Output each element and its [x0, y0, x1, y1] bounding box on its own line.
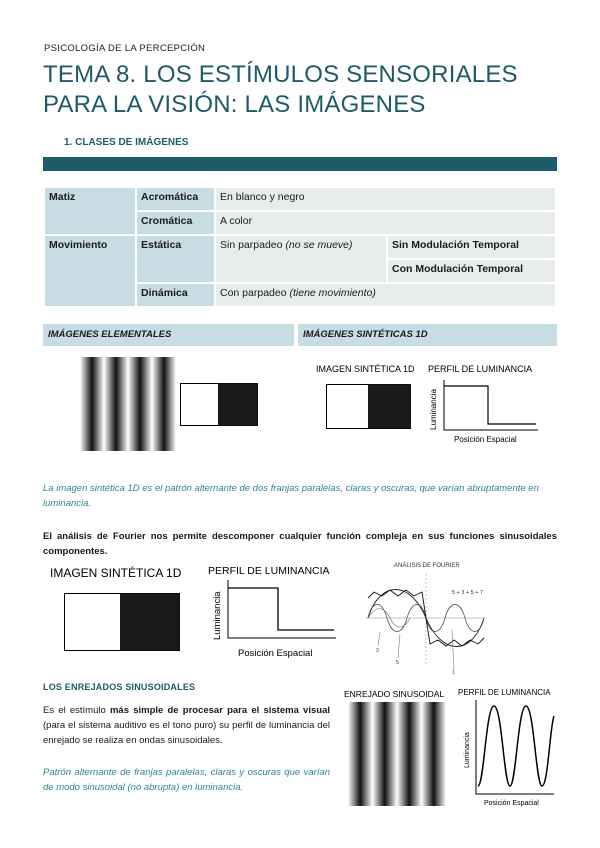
- cell-acromatica: Acromática: [137, 188, 214, 210]
- table-row: [45, 236, 555, 258]
- section-heading: 1. CLASES DE IMÁGENES: [64, 137, 189, 148]
- sintetica-definition: La imagen sintética 1D es el patrón alternante de dos franjas paralelas, claras y oscuras, que varían abruptamente en luminancia.: [43, 483, 539, 509]
- figure-profile-title: PERFIL DE LUMINANCIA: [458, 688, 551, 697]
- fourier-sum-label: 5 + 3 + 5 + 7: [452, 590, 484, 596]
- fourier-paragraph: El análisis de Fourier nos permite descomponer cualquier función compleja en sus funciones sinusoidales componentes.: [43, 531, 557, 557]
- figure-title: IMAGEN SINTÉTICA 1D: [50, 566, 182, 580]
- figure-title: IMAGEN SINTÉTICA 1D: [316, 364, 415, 374]
- svg-text:3: 3: [376, 648, 379, 654]
- cell-acromatica-desc: En blanco y negro: [216, 188, 555, 210]
- cell-cromatica-desc: A color: [216, 212, 555, 234]
- axis-y-label: Luminancia: [429, 389, 438, 430]
- sinusoidal-grating-image: [80, 357, 176, 451]
- axis-x-label: Posición Espacial: [238, 648, 313, 659]
- enrejado-definition: Patrón alternante de franjas paralelas, claras y oscuras que varían de modo sinusoidal (no abrupta) en luminancia.: [43, 767, 330, 793]
- synthetic-1d-figure-large: [48, 562, 338, 664]
- synthetic-1d-figure-small: [314, 358, 546, 448]
- axis-x-label: Posición Espacial: [454, 435, 517, 444]
- label-imagenes-sinteticas: IMÁGENES SINTÉTICAS 1D: [298, 324, 557, 346]
- enrejados-heading: LOS ENREJADOS SINUSOIDALES: [43, 682, 196, 692]
- figure-title: ENREJADO SINUSOIDAL: [344, 689, 445, 699]
- fourier-analysis-figure: [360, 560, 490, 675]
- sinusoidal-profile-figure: [454, 686, 558, 808]
- cell-dinamica-desc: Con parpadeo (tiene movimiento): [216, 284, 555, 306]
- page-title: TEMA 8. LOS ESTÍMULOS SENSORIALES PARA LA VISIÓN: LAS IMÁGENES: [43, 61, 518, 118]
- classification-table: [43, 186, 557, 308]
- cell-matiz: Matiz: [45, 188, 135, 234]
- cell-movimiento: Movimiento: [45, 236, 135, 306]
- svg-text:1: 1: [452, 670, 455, 675]
- enrejado-paragraph: Es el estímulo más simple de procesar para el sistema visual (para el sistema auditivo es el tono puro) su perfil de luminancia del enrejado se realiza en ondas sinusoidales.: [43, 705, 330, 746]
- axis-y-label: Luminancia: [464, 732, 471, 768]
- figure-title: ANÁLISIS DE FOURIER: [394, 563, 460, 569]
- cell-cromatica: Cromática: [137, 212, 214, 234]
- svg-text:5: 5: [396, 660, 399, 666]
- enrejado-sinusoidal-figure: [342, 688, 458, 808]
- square-wave-image: [180, 383, 258, 426]
- table-row: [45, 188, 555, 210]
- axis-x-label: Posición Espacial: [484, 800, 539, 807]
- course-header: PSICOLOGÍA DE LA PERCEPCIÓN: [44, 43, 206, 54]
- section-bar: [43, 157, 557, 171]
- axis-y-label: Luminancia: [212, 591, 223, 640]
- figure-profile-title: PERFIL DE LUMINANCIA: [428, 364, 533, 374]
- label-imagenes-elementales: IMÁGENES ELEMENTALES: [43, 324, 294, 346]
- cell-estatica-desc: Sin parpadeo (no se mueve): [216, 236, 386, 282]
- cell-sin-modulacion: Sin Modulación Temporal: [388, 236, 555, 258]
- cell-dinamica: Dinámica: [137, 284, 214, 306]
- cell-estatica: Estática: [137, 236, 214, 282]
- figure-profile-title: PERFIL DE LUMINANCIA: [208, 565, 330, 577]
- cell-con-modulacion: Con Modulación Temporal: [388, 260, 555, 282]
